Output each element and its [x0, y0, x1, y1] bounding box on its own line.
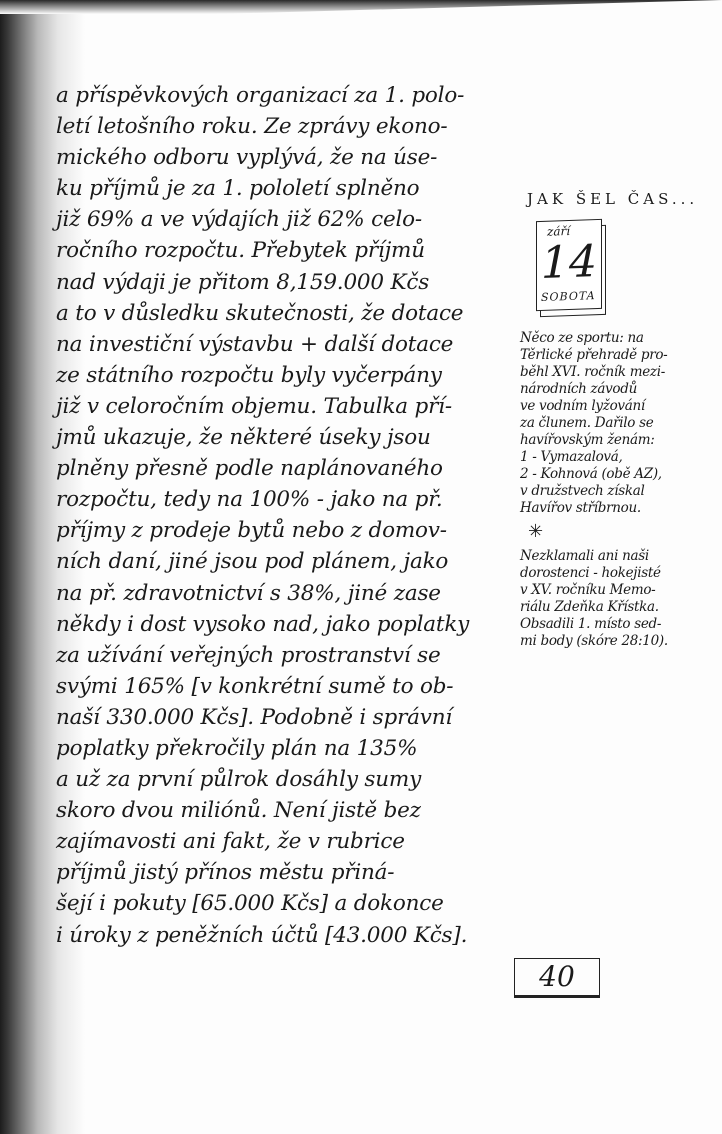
text-line: zajímavosti ani fakt, že v rubrice: [56, 829, 405, 855]
text-line: národních závodů: [520, 381, 637, 397]
main-text: [56, 80, 511, 951]
calendar-icon: [536, 220, 608, 318]
text-line: v družstvech získal: [520, 483, 645, 499]
text-line: ku příjmů je za 1. pololetí splněno: [56, 176, 420, 202]
text-line: a příspěvkových organizací za 1. polo-: [56, 83, 465, 108]
text-line: Těrlické přehradě pro-: [520, 347, 668, 363]
text-line: dorostenci - hokejisté: [520, 565, 661, 581]
calendar-page: [536, 219, 602, 311]
text-line: běhl XVI. ročník mezi-: [520, 364, 666, 380]
calendar-day: 14: [541, 236, 597, 289]
text-line: ních daní, jiné jsou pod plánem, jako: [56, 549, 449, 575]
text-line: rozpočtu, tedy na 100% - jako na př.: [56, 487, 443, 513]
page-number: 40: [514, 958, 600, 998]
text-line: ročního rozpočtu. Přebytek příjmů: [56, 238, 425, 264]
text-line: ze státního rozpočtu byly vyčerpány: [56, 362, 442, 388]
calendar-weekday: SOBOTA: [541, 289, 596, 304]
text-line: za člunem. Dařilo se: [520, 415, 654, 431]
text-line: mi body (skóre 28:10).: [520, 633, 668, 649]
text-line: Obsadili 1. místo sed-: [520, 616, 662, 632]
text-line: Něco ze sportu: na: [520, 330, 644, 346]
text-line: příjmů jistý přínos městu přiná-: [56, 860, 395, 886]
text-line: mického odboru vyplývá, že na úse-: [56, 145, 438, 171]
sidebar-heading: JAK ŠEL ČAS...: [527, 190, 699, 208]
text-line: a to v důsledku skutečnosti, že dotace: [56, 300, 464, 326]
text-line: příjmy z prodeje bytů nebo z domov-: [56, 518, 447, 544]
text-line: riálu Zdeňka Křístka.: [520, 599, 659, 615]
text-line: skoro dvou miliónů. Není jistě bez: [56, 798, 421, 824]
text-line: Nezklamali ani naši: [520, 548, 649, 564]
text-line: letí letošního roku. Ze zprávy ekono-: [56, 114, 448, 140]
text-line: v XV. ročníku Memo-: [520, 582, 656, 598]
text-line: i úroky z peněžních účtů [43.000 Kčs].: [56, 922, 468, 948]
text-line: ve vodním lyžování: [520, 398, 645, 414]
text-line: plněny přesně podle naplánovaného: [56, 456, 443, 482]
text-line: na př. zdravotnictví s 38%, jiné zase: [56, 580, 441, 606]
text-line: 2 - Kohnová (obě AZ),: [520, 466, 662, 482]
text-line: a už za první půlrok dosáhly sumy: [56, 767, 422, 793]
text-line: havířovským ženám:: [520, 432, 655, 448]
text-line: naší 330.000 Kčs]. Podobně i správní: [56, 704, 453, 730]
text-line: poplatky překročily plán na 135%: [56, 735, 418, 761]
text-line: někdy i dost vysoko nad, jako poplatky: [56, 611, 470, 637]
text-line: Havířov stříbrnou.: [520, 500, 641, 516]
text-line: již v celoročním objemu. Tabulka pří-: [56, 393, 452, 419]
text-line: na investiční výstavbu + další dotace: [56, 331, 454, 357]
text-line: za užívání veřejných prostranství se: [56, 642, 441, 668]
sidebar-note-hockey: [520, 548, 710, 650]
separator-star: ✳: [528, 521, 544, 542]
text-line: jmů ukazuje, že některé úseky jsou: [56, 425, 431, 451]
calendar-month: září: [547, 223, 571, 239]
text-line: šejí i pokuty [65.000 Kčs] a dokonce: [56, 891, 444, 917]
text-line: svými 165% [v konkrétní sumě to ob-: [56, 673, 454, 699]
text-line: již 69% a ve výdajích již 62% celo-: [56, 207, 422, 233]
text-line: nad výdaji je přitom 8,159.000 Kčs: [56, 269, 430, 295]
scan-top-shadow: [0, 0, 722, 14]
sidebar-note-sport: [520, 330, 710, 517]
text-line: 1 - Vymazalová,: [520, 449, 623, 465]
